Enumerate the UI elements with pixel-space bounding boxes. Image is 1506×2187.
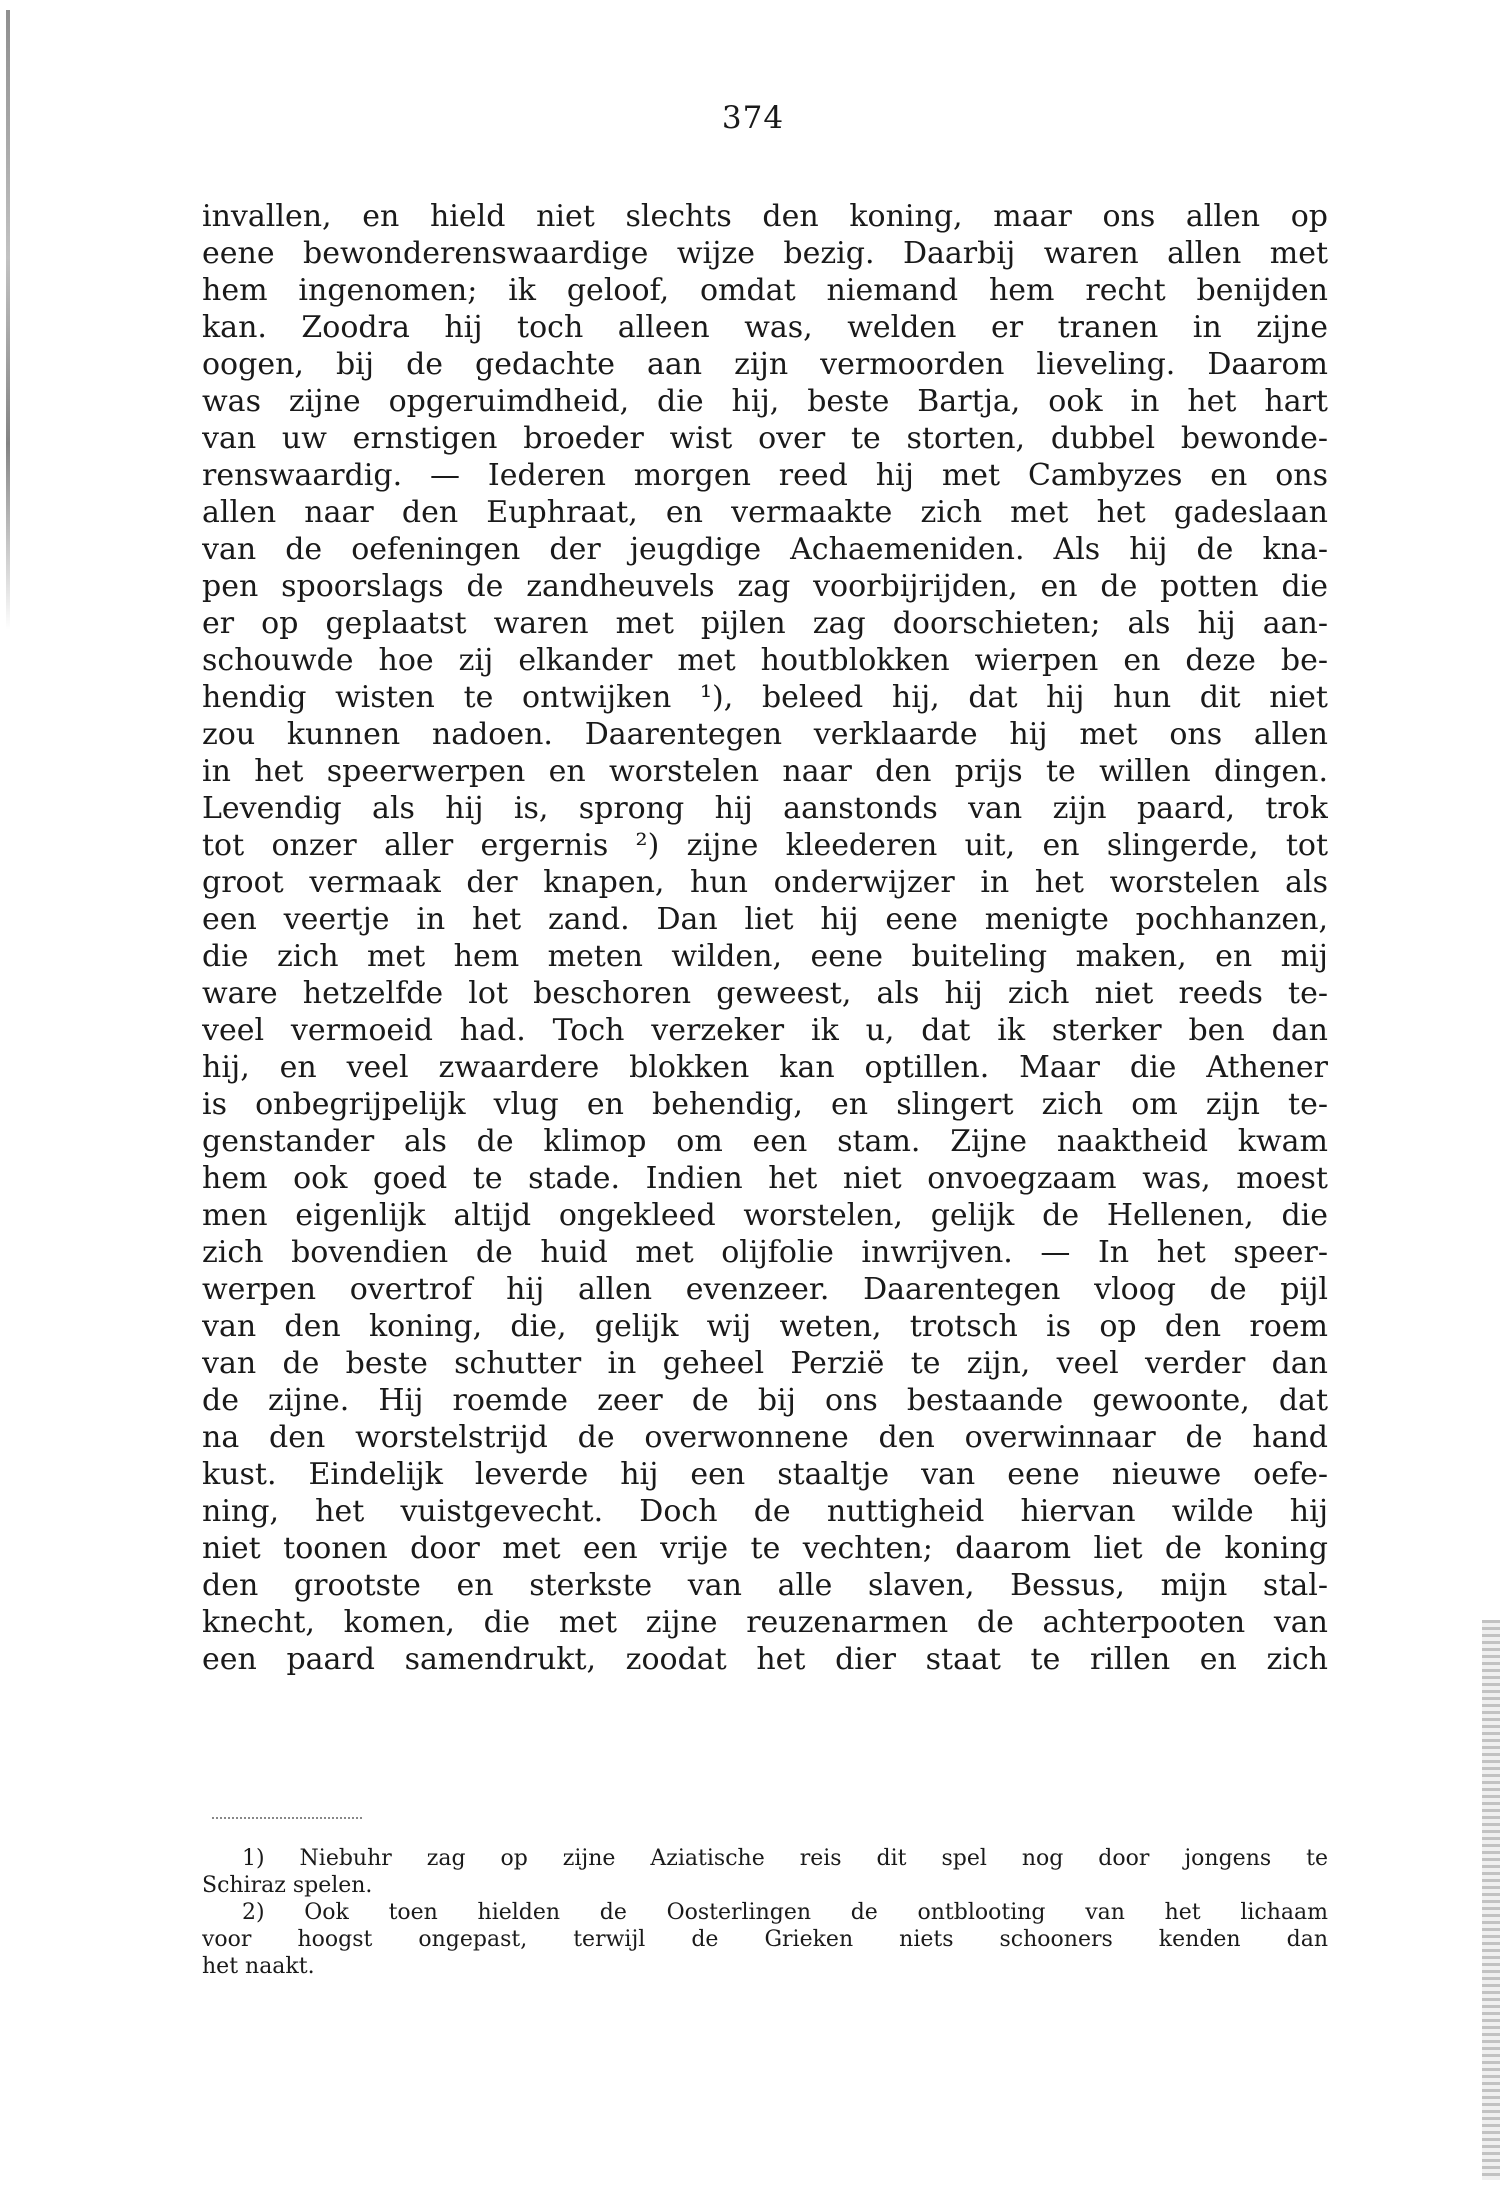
text-line: van de beste schutter in geheel Perzië te zijn, veel verder dan [202,1346,1328,1381]
text-line: schouwde hoe zij elkander met houtblokken wierpen en deze be- [202,643,1328,678]
text-line: werpen overtrof hij allen evenzeer. Daarentegen vloog de pijl [202,1272,1328,1307]
text-line: knecht, komen, die met zijne reuzenarmen de achterpooten van [202,1605,1328,1640]
text-line: van uw ernstigen broeder wist over te storten, dubbel bewonde- [202,421,1328,456]
text-line: oogen, bij de gedachte aan zijn vermoorden lieveling. Daarom [202,347,1328,382]
text-line: een paard samendrukt, zoodat het dier staat te rillen en zich [202,1642,1328,1677]
text-line: van de oefeningen der jeugdige Achaemeniden. Als hij de kna- [202,532,1328,567]
text-line: tot onzer aller ergernis ²) zijne kleederen uit, en slingerde, tot [202,828,1328,863]
scan-edge-right [1482,1620,1500,2180]
text-line: na den worstelstrijd de overwonnene den overwinnaar de hand [202,1420,1328,1455]
text-line: kan. Zoodra hij toch alleen was, welden er tranen in zijne [202,310,1328,345]
text-line: kust. Eindelijk leverde hij een staaltje van eene nieuwe oefe- [202,1457,1328,1492]
text-line: in het speerwerpen en worstelen naar den prijs te willen dingen. [202,754,1328,789]
text-line: zich bovendien de huid met olijfolie inwrijven. — In het speer- [202,1235,1328,1270]
footnotes [202,1845,1328,1980]
text-line: Levendig als hij is, sprong hij aanstonds van zijn paard, trok [202,791,1328,826]
footnote-line: Schiraz spelen. [202,1873,373,1898]
body-text [202,198,1328,1678]
text-line: een veertje in het zand. Dan liet hij eene menigte pochhanzen, [202,902,1328,937]
footnote-1 [202,1845,1328,1899]
text-line: genstander als de klimop om een stam. Zijne naaktheid kwam [202,1124,1328,1159]
text-line: ware hetzelfde lot beschoren geweest, als hij zich niet reeds te- [202,976,1328,1011]
text-line: den grootste en sterkste van alle slaven, Bessus, mijn stal- [202,1568,1328,1603]
text-line: niet toonen door met een vrije te vechten; daarom liet de koning [202,1531,1328,1566]
text-line: er op geplaatst waren met pijlen zag doorschieten; als hij aan- [202,606,1328,641]
text-line: hij, en veel zwaardere blokken kan optillen. Maar die Athener [202,1050,1328,1085]
footnote-separator [212,1817,362,1819]
text-line: die zich met hem meten wilden, eene buiteling maken, en mij [202,939,1328,974]
text-line: van den koning, die, gelijk wij weten, trotsch is op den roem [202,1309,1328,1344]
text-line: renswaardig. — Iederen morgen reed hij met Cambyzes en ons [202,458,1328,493]
footnote-line: 1) Niebuhr zag op zijne Aziatische reis dit spel nog door jongens te [242,1846,1328,1871]
text-line: eene bewonderenswaardige wijze bezig. Daarbij waren allen met [202,236,1328,271]
text-line: was zijne opgeruimdheid, die hij, beste Bartja, ook in het hart [202,384,1328,419]
text-line: zou kunnen nadoen. Daarentegen verklaarde hij met ons allen [202,717,1328,752]
text-line: hem ingenomen; ik geloof, omdat niemand hem recht benijden [202,273,1328,308]
text-line: invallen, en hield niet slechts den koning, maar ons allen op [202,199,1328,234]
text-line: allen naar den Euphraat, en vermaakte zich met het gadeslaan [202,495,1328,530]
text-line: veel vermoeid had. Toch verzeker ik u, dat ik sterker ben dan [202,1013,1328,1048]
page-number: 374 [721,100,785,136]
footnote-line: het naakt. [202,1954,315,1979]
text-line: hem ook goed te stade. Indien het niet onvoegzaam was, moest [202,1161,1328,1196]
text-line: ning, het vuistgevecht. Doch de nuttigheid hiervan wilde hij [202,1494,1328,1529]
text-line: hendig wisten te ontwijken ¹), beleed hij, dat hij hun dit niet [202,680,1328,715]
text-line: de zijne. Hij roemde zeer de bij ons bestaande gewoonte, dat [202,1383,1328,1418]
text-line: is onbegrijpelijk vlug en behendig, en slingert zich om zijn te- [202,1087,1328,1122]
footnote-line: 2) Ook toen hielden de Oosterlingen de ontblooting van het lichaam [242,1900,1328,1925]
text-line: pen spoorslags de zandheuvels zag voorbijrijden, en de potten die [202,569,1328,604]
text-line: men eigenlijk altijd ongekleed worstelen, gelijk de Hellenen, die [202,1198,1328,1233]
footnote-line: voor hoogst ongepast, terwijl de Grieken niets schooners kenden dan [202,1927,1328,1952]
text-line: groot vermaak der knapen, hun onderwijzer in het worstelen als [202,865,1328,900]
footnote-2 [202,1899,1328,1980]
